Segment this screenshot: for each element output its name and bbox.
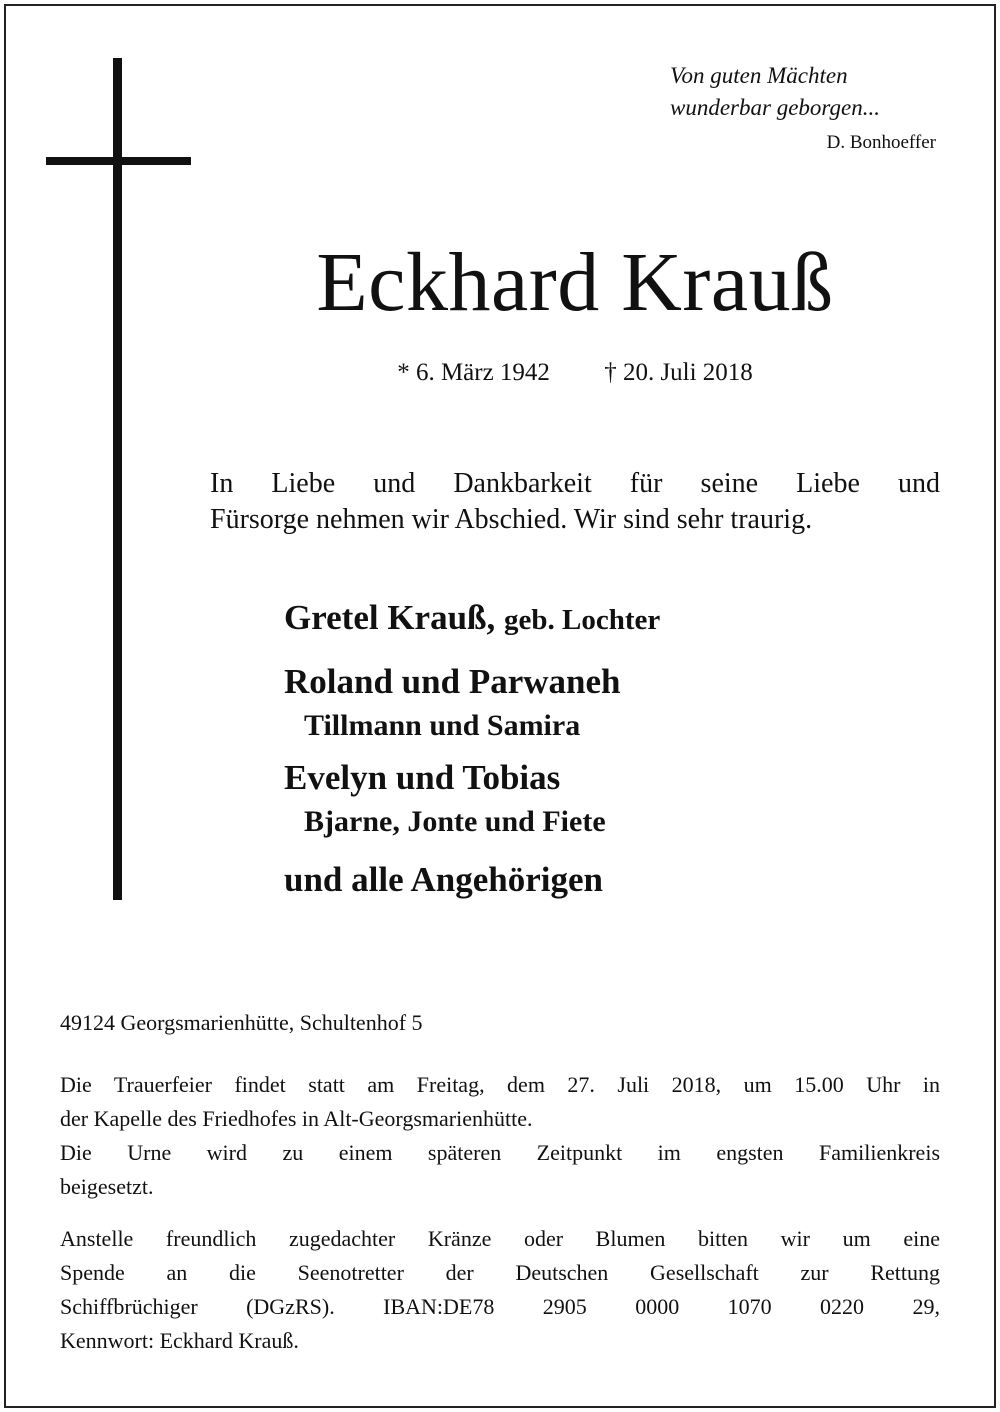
ceremony-line-3: Die Urne wird zu einem späteren Zeitpunkt im engsten Familienkreis bbox=[60, 1140, 940, 1165]
donation-info bbox=[60, 1222, 940, 1358]
ceremony-line-4: beigesetzt. bbox=[60, 1174, 154, 1199]
mourner-couple-1: Roland und Parwaneh bbox=[284, 662, 621, 701]
ceremony-line-2: der Kapelle des Friedhofes in Alt-Georgsmarienhütte. bbox=[60, 1106, 533, 1131]
other-relatives: und alle Angehörigen bbox=[284, 860, 603, 899]
mourners-list bbox=[284, 594, 924, 904]
birth-date: * 6. März 1942 bbox=[397, 359, 550, 386]
cross-icon-bar bbox=[46, 157, 191, 165]
mourner-address: 49124 Georgsmarienhütte, Schultenhof 5 bbox=[60, 1010, 423, 1035]
quote-line-1: Von guten Mächten bbox=[670, 63, 848, 88]
spouse-maiden-name: geb. Lochter bbox=[504, 604, 661, 636]
quote-author: D. Bonhoeffer bbox=[826, 132, 936, 153]
grandchildren-1: Tillmann und Samira bbox=[304, 709, 581, 742]
farewell-text bbox=[210, 466, 940, 538]
life-dates bbox=[200, 356, 950, 390]
ceremony-info bbox=[60, 1068, 940, 1204]
donation-line-3: Schiffbrüchiger (DGzRS). IBAN:DE78 2905 0000 1070 0220 29, bbox=[60, 1294, 940, 1319]
grandchildren-2: Bjarne, Jonte und Fiete bbox=[304, 805, 606, 838]
cross-icon bbox=[113, 58, 122, 900]
donation-line-4: Kennwort: Eckhard Krauß. bbox=[60, 1328, 299, 1353]
death-date: † 20. Juli 2018 bbox=[604, 359, 753, 386]
donation-line-2: Spende an die Seenotretter der Deutschen Gesellschaft zur Rettung bbox=[60, 1260, 940, 1285]
mourner-couple-2: Evelyn und Tobias bbox=[284, 758, 561, 797]
deceased-name: Eckhard Krauß bbox=[316, 236, 834, 329]
farewell-line-2: Fürsorge nehmen wir Abschied. Wir sind sehr traurig. bbox=[210, 504, 813, 535]
spouse bbox=[284, 594, 924, 644]
quote-line-2: wunderbar geborgen... bbox=[670, 95, 880, 120]
bonhoeffer-quote bbox=[600, 60, 936, 124]
donation-line-1: Anstelle freundlich zugedachter Kränze oder Blumen bitten wir um eine bbox=[60, 1226, 940, 1251]
farewell-line-1: In Liebe und Dankbarkeit für seine Liebe und bbox=[210, 468, 940, 499]
spouse-name: Gretel Krauß, bbox=[284, 598, 496, 637]
ceremony-line-1: Die Trauerfeier findet statt am Freitag, dem 27. Juli 2018, um 15.00 Uhr in bbox=[60, 1072, 940, 1097]
